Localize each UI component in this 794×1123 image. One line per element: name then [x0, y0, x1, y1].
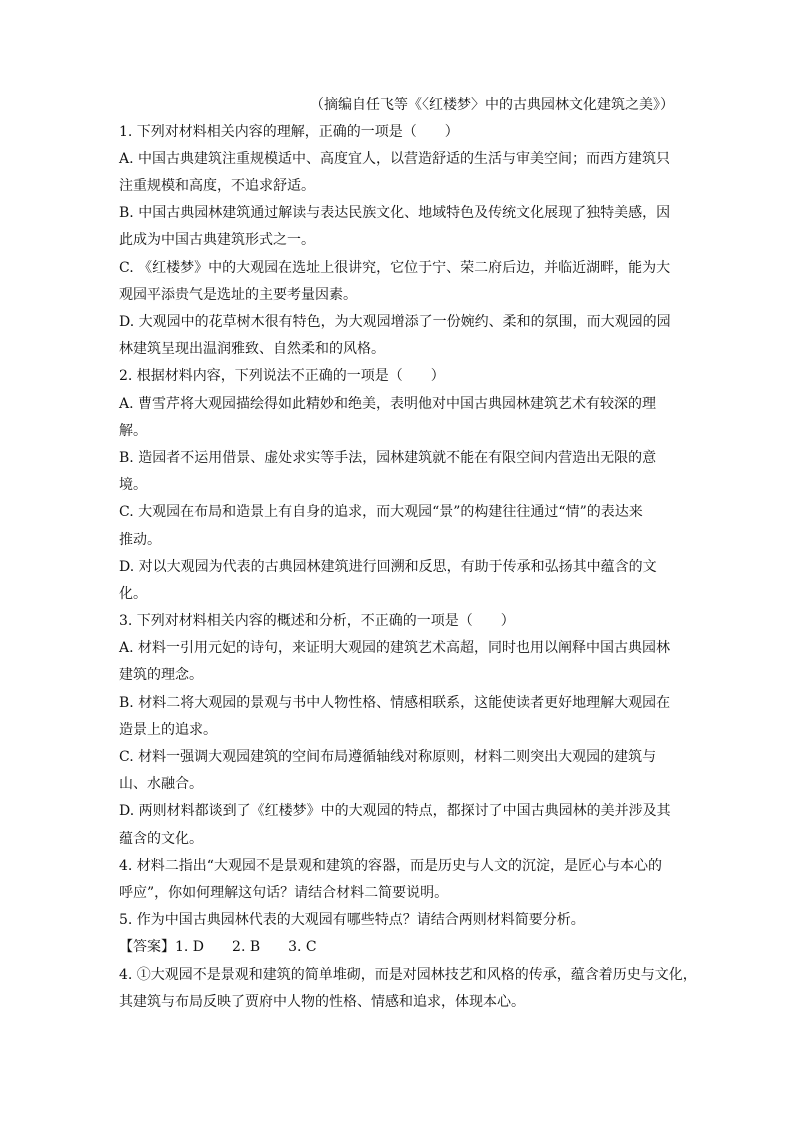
question-5-stem: 5. 作为中国古典园林代表的大观园有哪些特点？请结合两则材料简要分析。	[119, 912, 585, 928]
source-citation: （摘编自任飞等《〈红楼梦〉中的古典园林文化建筑之美》）	[310, 97, 674, 113]
question-2-option-b-cont: 境。	[119, 477, 147, 493]
question-1-option-c-cont: 观园平添贵气是选址的主要考量因素。	[119, 287, 357, 303]
answer-4-line-2: 其建筑与布局反映了贾府中人物的性格、情感和追求，体现本心。	[119, 994, 525, 1010]
question-1-option-d-cont: 林建筑呈现出温润雅致、自然柔和的风格。	[119, 341, 385, 357]
question-3-option-a-cont: 建筑的理念。	[119, 667, 203, 683]
question-1-option-c: C. 《红楼梦》中的大观园在选址上很讲究，它位于宁、荣二府后边，并临近湖畔，能为大	[119, 260, 671, 276]
question-1-option-a-cont: 注重规模和高度，不追求舒适。	[119, 178, 315, 194]
question-3-option-d: D. 两则材料都谈到了《红楼梦》中的大观园的特点，都探讨了中国古典园林的美并涉及其	[119, 803, 671, 819]
question-2-option-d-cont: 化。	[119, 586, 147, 602]
question-2-option-a: A. 曹雪芹将大观园描绘得如此精妙和绝美，表明他对中国古典园林建筑艺术有较深的理	[119, 396, 657, 412]
question-3-stem: 3. 下列对材料相关内容的概述和分析，不正确的一项是（ ）	[119, 613, 515, 629]
answer-key: 【答案】1. D 2. B 3. C	[119, 939, 317, 955]
question-1-stem: 1. 下列对材料相关内容的理解，正确的一项是（ ）	[119, 124, 459, 140]
question-1-option-a: A. 中国古典建筑注重规模适中、高度宜人，以营造舒适的生活与审美空间；而西方建筑只	[119, 151, 671, 167]
question-1-option-b: B. 中国古典园林建筑通过解读与表达民族文化、地域特色及传统文化展现了独特美感，因	[119, 205, 671, 221]
question-2-option-a-cont: 解。	[119, 423, 147, 439]
question-2-option-c: C. 大观园在布局和造景上有自身的追求，而大观园“景”的构建往往通过“情”的表达来	[119, 504, 643, 520]
question-3-option-a: A. 材料一引用元妃的诗句，来证明大观园的建筑艺术高超，同时也用以阐释中国古典园林	[119, 640, 671, 656]
question-1-option-d: D. 大观园中的花草树木很有特色，为大观园增添了一份婉约、柔和的氛围，而大观园的园	[119, 314, 671, 330]
question-4-stem: 4. 材料二指出“大观园不是景观和建筑的容器，而是历史与人文的沉淀，是匠心与本心的	[119, 858, 662, 874]
question-3-option-b: B. 材料二将大观园的景观与书中人物性格、情感相联系，这能使读者更好地理解大观园在	[119, 695, 671, 711]
question-2-option-b: B. 造园者不运用借景、虚处求实等手法，园林建筑就不能在有限空间内营造出无限的意	[119, 450, 657, 466]
question-3-option-c-cont: 山、水融合。	[119, 776, 203, 792]
question-3-option-d-cont: 蕴含的文化。	[119, 831, 203, 847]
question-2-option-c-cont: 推动。	[119, 532, 161, 548]
question-4-stem-cont: 呼应”，你如何理解这句话？请结合材料二简要说明。	[119, 885, 449, 901]
question-2-stem: 2. 根据材料内容，下列说法不正确的一项是（ ）	[119, 368, 445, 384]
question-1-option-b-cont: 此成为中国古典建筑形式之一。	[119, 232, 315, 248]
question-2-option-d: D. 对以大观园为代表的古典园林建筑进行回溯和反思，有助于传承和弘扬其中蕴含的文	[119, 559, 657, 575]
answer-4-line-1: 4. ①大观园不是景观和建筑的简单堆砌，而是对园林技艺和风格的传承，蕴含着历史与文化，	[119, 967, 697, 983]
question-3-option-b-cont: 造景上的追求。	[119, 722, 217, 738]
question-3-option-c: C. 材料一强调大观园建筑的空间布局遵循轴线对称原则，材料二则突出大观园的建筑与	[119, 749, 657, 765]
